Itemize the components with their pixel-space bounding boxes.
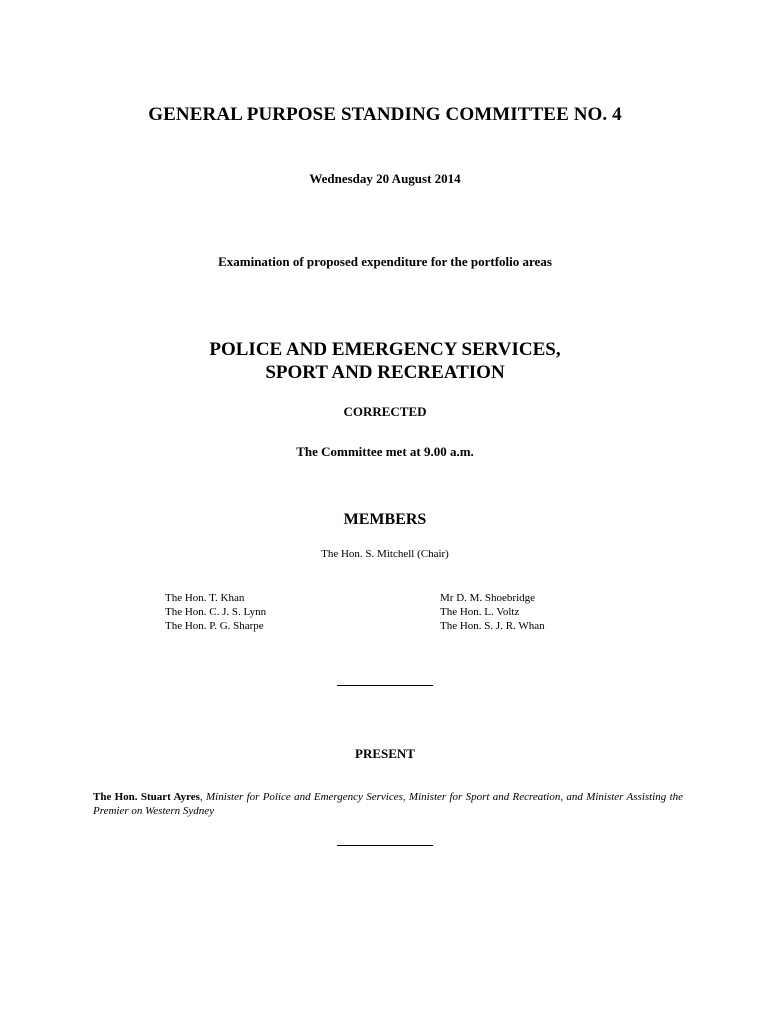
present-minister-role: Minister for Police and Emergency Services, Minister for Sport and Recreation, and Minister Assisting the Premier on Western Sydney <box>93 791 684 817</box>
portfolio-title <box>0 338 770 384</box>
section-divider <box>337 685 433 686</box>
member-name: The Hon. C. J. S. Lynn <box>165 606 267 618</box>
portfolio-line-1: POLICE AND EMERGENCY SERVICES, <box>209 339 561 360</box>
committee-chair: The Hon. S. Mitchell (Chair) <box>321 548 449 560</box>
member-name: The Hon. T. Khan <box>165 592 245 604</box>
section-divider <box>337 845 433 846</box>
transcript-status: CORRECTED <box>343 404 427 419</box>
members-right-column <box>440 591 545 633</box>
hearing-date: Wednesday 20 August 2014 <box>309 171 461 186</box>
member-name: The Hon. L. Voltz <box>440 606 520 618</box>
hearing-purpose: Examination of proposed expenditure for the portfolio areas <box>218 254 552 269</box>
members-heading: MEMBERS <box>343 511 427 528</box>
present-separator: , <box>199 791 206 803</box>
present-entry <box>93 790 683 818</box>
members-left-column <box>165 591 266 633</box>
member-name: The Hon. S. J. R. Whan <box>440 620 545 632</box>
meeting-time: The Committee met at 9.00 a.m. <box>296 444 474 459</box>
member-name: The Hon. P. G. Sharpe <box>165 620 264 632</box>
portfolio-line-2: SPORT AND RECREATION <box>265 362 505 383</box>
present-minister-name: The Hon. Stuart Ayres <box>93 791 200 803</box>
member-name: Mr D. M. Shoebridge <box>440 592 536 604</box>
present-heading: PRESENT <box>355 746 415 761</box>
committee-title: GENERAL PURPOSE STANDING COMMITTEE NO. 4 <box>148 104 622 125</box>
